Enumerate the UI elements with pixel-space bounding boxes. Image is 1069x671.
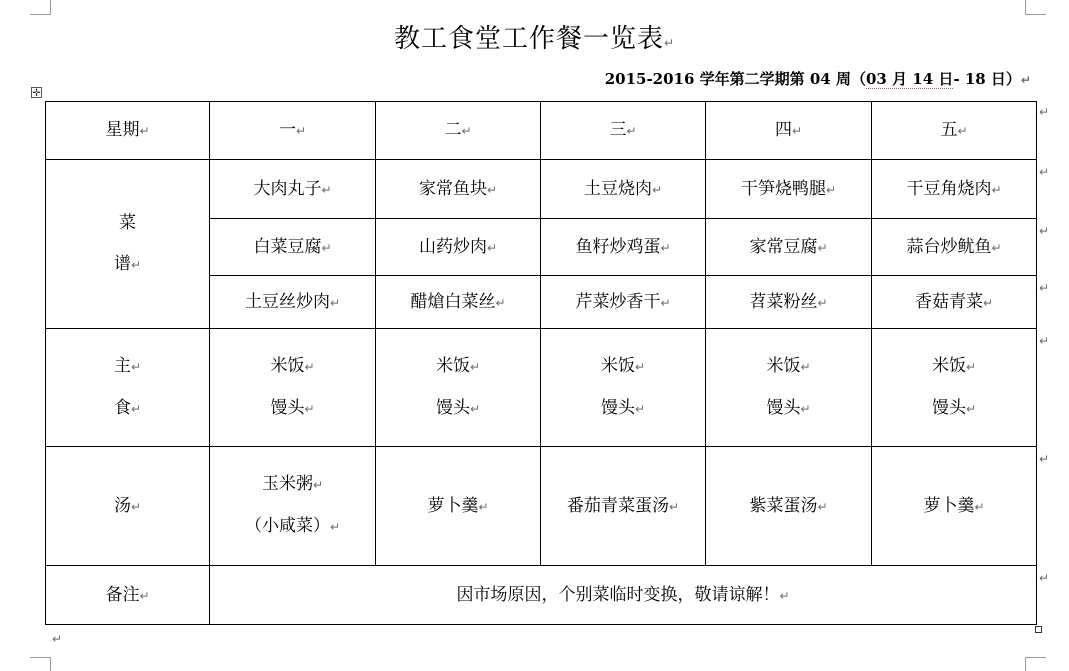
staple-cell[interactable] [210,329,376,447]
cell-end-mark: ↵ [965,359,977,374]
cell-end-mark: ↵ [791,124,803,139]
cell-end-mark: ↵ [295,124,307,139]
dish-name: 鱼籽炒鸡蛋 [575,236,661,257]
cell-end-mark: ↵ [130,499,142,514]
cell-end-mark: ↵ [626,124,637,139]
notes-text-cell[interactable] [210,566,1037,625]
week-subtitle[interactable] [605,68,1031,89]
staple-item: 馒头 [931,397,966,418]
notes-text: 因市场原因，个别菜临时变换，敬请谅解！ [456,584,780,605]
row-end-mark: ↵ [1039,224,1050,238]
cell-end-mark: ↵ [329,295,341,310]
cell-end-mark: ↵ [800,401,811,416]
menu-row [46,160,1037,219]
paragraph-mark: ↵ [663,36,676,50]
soup-item: 萝卜羹 [923,495,975,516]
cell-end-mark: ↵ [634,359,646,374]
header-day-cell[interactable] [706,102,872,160]
staple-cell[interactable] [872,329,1037,447]
row-end-mark: ↵ [1039,571,1050,585]
cell-end-mark: ↵ [312,478,324,492]
dish-name: 家常鱼块 [418,178,487,199]
soup-item: 萝卜羹 [427,495,479,516]
dish-cell[interactable] [872,276,1037,329]
soup-item: 番茄青菜蛋汤 [566,495,669,516]
cell-end-mark: ↵ [982,295,994,310]
subtitle-suffix: - 18 日） [953,70,1021,88]
staple-item: 馒头 [435,397,470,418]
dish-name: 干笋烧鸭腿 [740,178,826,199]
staple-item: 米饭 [270,355,305,376]
cell-end-mark: ↵ [991,182,1002,197]
staple-item: 馒头 [600,397,635,418]
staple-label-cell[interactable] [46,329,210,447]
dish-name: 白菜豆腐 [253,236,322,257]
notes-label: 备注 [105,584,140,605]
staple-item: 米饭 [435,355,470,376]
dish-name: 醋熗白菜丝 [410,291,496,312]
cell-end-mark: ↵ [495,295,506,310]
paragraph-mark: ↵ [1020,73,1031,87]
cell-end-mark: ↵ [304,359,315,374]
staple-cell[interactable] [376,329,541,447]
cell-end-mark: ↵ [651,182,663,197]
cell-end-mark: ↵ [329,520,341,534]
cell-end-mark: ↵ [779,588,790,603]
dish-name: 蒜台炒鱿鱼 [906,236,992,257]
notes-label-cell[interactable] [46,566,210,625]
document-title[interactable] [0,18,1069,55]
staple-item: 馒头 [766,397,801,418]
cell-end-mark: ↵ [660,240,671,255]
dish-name: 土豆丝炒肉 [244,291,330,312]
staple-item: 米饭 [931,355,966,376]
header-day-cell[interactable] [541,102,706,160]
dish-name: 芹菜炒香干 [575,291,661,312]
notes-row [46,566,1037,625]
menu-label-line: 菜 [119,212,136,233]
cell-end-mark: ↵ [800,359,811,374]
day-label: 四 [774,120,792,141]
cell-end-mark: ↵ [130,257,142,272]
dish-cell[interactable] [541,160,706,219]
paragraph-mark: ↵ [52,632,63,646]
cell-end-mark: ↵ [991,240,1002,255]
cell-end-mark: ↵ [130,401,142,416]
staple-item: 米饭 [600,355,635,376]
row-end-mark: ↵ [1039,105,1050,119]
soup-row [46,447,1037,566]
crop-mark-bottom-right [1025,657,1046,671]
dish-cell[interactable] [210,219,376,276]
day-label: 五 [940,120,958,141]
row-end-mark: ↵ [1039,165,1050,179]
cell-end-mark: ↵ [304,401,315,416]
cell-end-mark: ↵ [817,240,828,255]
dish-cell[interactable] [541,276,706,329]
row-end-mark: ↵ [1039,281,1050,295]
dish-cell[interactable] [210,160,376,219]
dish-cell[interactable] [872,219,1037,276]
cell-end-mark: ↵ [660,295,671,310]
cell-end-mark: ↵ [461,124,472,139]
dish-cell[interactable] [541,219,706,276]
subtitle-date-start: 03 月 14 日 [865,70,954,88]
soup-cell[interactable] [210,447,376,566]
dish-cell[interactable] [376,160,541,219]
menu-label-cell[interactable] [46,160,210,329]
cell-end-mark: ↵ [817,499,828,514]
crop-mark-top-right [1025,0,1046,15]
cell-end-mark: ↵ [139,124,150,139]
soup-item: 玉米粥 [261,474,313,494]
weekday-label: 星期 [105,120,140,141]
cell-end-mark: ↵ [817,295,828,310]
menu-label-line: 谱 [113,253,131,274]
dish-cell[interactable] [706,160,872,219]
dish-cell[interactable] [706,276,872,329]
cell-end-mark: ↵ [957,124,968,139]
dish-cell[interactable] [376,219,541,276]
dish-cell[interactable] [210,276,376,329]
row-end-mark: ↵ [1039,452,1050,466]
cell-end-mark: ↵ [825,182,837,197]
header-day-cell[interactable] [376,102,541,160]
subtitle-prefix: 2015-2016 学年第二学期第 04 周（ [604,70,866,88]
row-end-mark: ↵ [1039,334,1050,348]
staple-cell[interactable] [706,329,872,447]
menu-table[interactable] [45,101,1037,625]
dish-name: 大肉丸子 [253,178,322,199]
dish-cell[interactable] [706,219,872,276]
title-text: 教工食堂工作餐一览表 [393,24,664,54]
soup-cell[interactable] [872,447,1037,566]
dish-name: 土豆烧肉 [583,178,652,199]
cell-end-mark: ↵ [965,401,977,416]
cell-end-mark: ↵ [478,499,489,514]
cell-end-mark: ↵ [486,240,498,255]
staple-cell[interactable] [541,329,706,447]
dish-name: 家常豆腐 [749,236,818,257]
staple-row [46,329,1037,447]
soup-label-cell[interactable] [46,447,210,566]
staple-label-line: 主 [113,355,131,376]
table-move-handle-icon[interactable]: ✛ [32,88,41,99]
soup-item: 紫菜蛋汤 [749,495,818,516]
day-label: 一 [278,120,296,141]
soup-side-note: （小咸菜） [244,516,330,536]
soup-cell[interactable] [376,447,541,566]
soup-cell[interactable] [541,447,706,566]
cell-end-mark: ↵ [486,182,498,197]
staple-label-line: 食 [113,397,131,418]
header-day-cell[interactable] [872,102,1037,160]
staple-item: 米饭 [766,355,801,376]
dish-cell[interactable] [376,276,541,329]
dish-name: 山药炒肉 [418,236,487,257]
cell-end-mark: ↵ [634,401,646,416]
cell-end-mark: ↵ [469,359,481,374]
dish-cell[interactable] [872,160,1037,219]
cell-end-mark: ↵ [139,588,150,603]
cell-end-mark: ↵ [974,499,985,514]
dish-name: 干豆角烧肉 [906,178,992,199]
cell-end-mark: ↵ [668,499,680,514]
soup-label: 汤 [113,495,131,516]
crop-mark-top-left [30,0,51,15]
cell-end-mark: ↵ [469,401,481,416]
empty-paragraph[interactable] [52,628,62,647]
soup-cell[interactable] [706,447,872,566]
crop-mark-bottom-left [30,657,51,671]
staple-item: 馒头 [270,397,305,418]
table-resize-handle-icon[interactable] [1035,626,1042,633]
dish-name: 苕菜粉丝 [749,291,818,312]
day-label: 二 [444,120,462,141]
header-label-cell[interactable] [46,102,210,160]
header-day-cell[interactable] [210,102,376,160]
dish-name: 香菇青菜 [914,291,983,312]
day-label: 三 [609,120,627,141]
cell-end-mark: ↵ [321,182,332,197]
header-row [46,102,1037,160]
cell-end-mark: ↵ [130,359,142,374]
cell-end-mark: ↵ [321,240,332,255]
